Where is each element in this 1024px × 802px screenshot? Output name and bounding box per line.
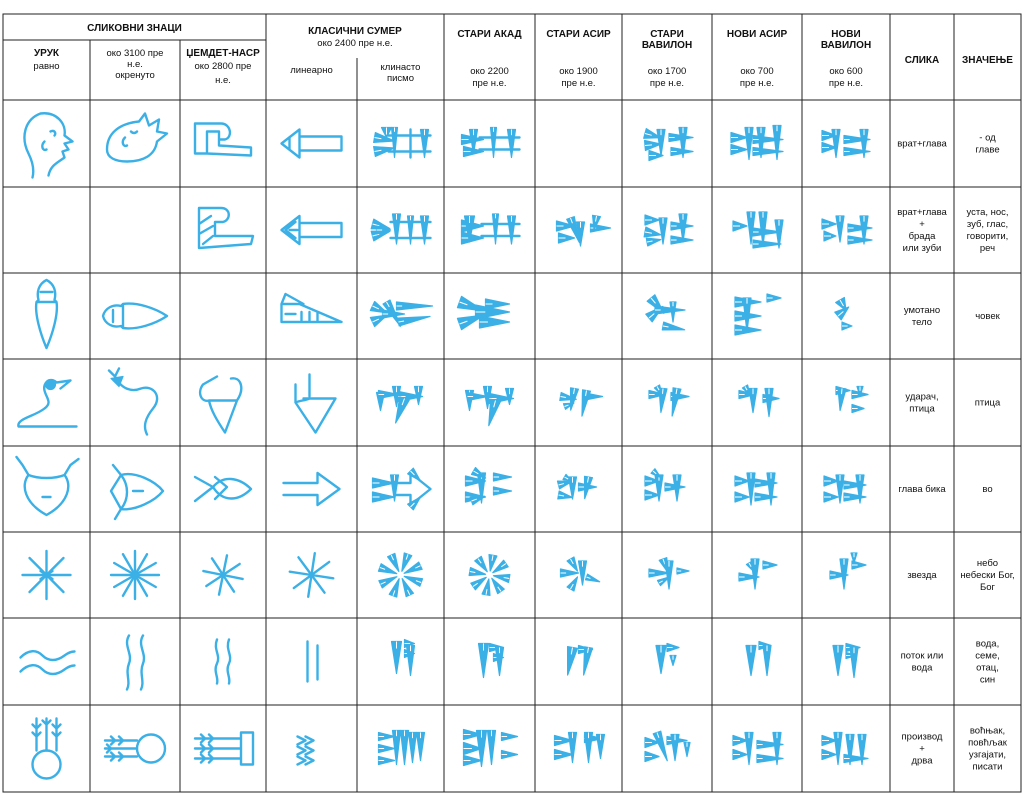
image-caption: врат+глава <box>897 138 947 150</box>
orchard-uruk-icon <box>33 719 61 779</box>
header-cuneiform: клинасто писмо <box>380 62 421 84</box>
star-rotated-icon <box>111 551 159 599</box>
mouth-linear-icon <box>282 216 342 244</box>
image-caption: глава бика <box>898 484 946 495</box>
star-akkad-icon <box>469 555 510 596</box>
header-new-assyria-sub: око 700 пре н.е. <box>739 66 775 89</box>
bird-akkad-icon <box>466 387 514 426</box>
ox-jemdet-icon <box>195 477 251 501</box>
man-uruk-icon <box>36 280 57 348</box>
man-neobab-icon <box>835 298 852 331</box>
man-neoassyr-icon <box>735 294 781 335</box>
header-old-assyria: СТАРИ АСИР <box>546 29 611 40</box>
water-neoassyr-icon <box>746 642 771 676</box>
header-jemdet-sub: око 2800 пре н.е. <box>194 61 252 86</box>
mouth-akkad-icon <box>462 214 520 244</box>
orchard-neoassyr-icon <box>733 733 783 765</box>
star-jemdet-icon <box>203 555 242 594</box>
head-akkad-icon <box>462 128 520 158</box>
man-linear-icon <box>282 294 342 322</box>
ox-rotated-icon <box>111 465 163 519</box>
meaning-caption: - од главе <box>975 132 1000 156</box>
head-neoassyr-icon <box>731 126 783 160</box>
head-neobab-icon <box>822 130 870 158</box>
bird-uruk-icon <box>18 380 76 427</box>
head-wedge-icon <box>374 128 431 158</box>
water-wedge-icon <box>392 640 415 676</box>
water-rotated-icon <box>127 636 144 690</box>
bird-rotated-icon <box>109 369 157 435</box>
mouth-neobab-icon <box>822 216 872 244</box>
bird-jemdet-icon <box>200 377 241 433</box>
header-3100: око 3100 пре н.е. окренуто <box>106 48 164 81</box>
header-uruk: УРУК <box>33 48 60 59</box>
header-classical-sumer: КЛАСИЧНИ СУМЕР <box>308 26 402 37</box>
water-jemdet-icon <box>216 640 231 684</box>
header-image: СЛИКА <box>904 55 940 66</box>
ox-neobab-icon <box>824 475 866 503</box>
table-rows <box>897 133 1014 773</box>
orchard-jemdet-icon <box>195 733 253 765</box>
meaning-caption: воћњак, повћљак узгајати, писати <box>968 725 1007 773</box>
mouth-neoassyr-icon <box>733 212 783 248</box>
star-neoassyr-icon <box>739 559 777 589</box>
water-oldassyr-icon <box>568 646 593 676</box>
image-caption: врат+глава + брада или зуби <box>897 207 947 254</box>
header-new-assyria: НОВИ АСИР <box>726 29 788 40</box>
ox-uruk-icon <box>17 457 79 515</box>
mouth-wedge-icon <box>371 214 430 244</box>
head-rotated-icon <box>107 114 167 162</box>
ox-neoassyr-icon <box>735 473 777 505</box>
bird-neobab-icon <box>836 387 868 413</box>
star-neobab-icon <box>830 553 866 589</box>
water-akkad-icon <box>479 644 504 678</box>
bird-oldassyr-icon <box>560 388 603 416</box>
star-oldbab-icon <box>649 558 689 589</box>
mouth-jemdet-icon <box>199 208 253 248</box>
head-profile-icon <box>25 113 73 177</box>
meaning-caption: птица <box>974 397 1001 409</box>
orchard-rotated-icon <box>105 735 165 763</box>
orchard-oldbab-icon <box>645 731 690 761</box>
header-jemdet: ЏЕМДЕТ-НАСР <box>186 48 260 59</box>
star-wedge-icon <box>378 553 422 597</box>
header-old-babylon-sub: око 1700 пре н.е. <box>647 66 687 89</box>
star-uruk-icon <box>23 551 71 599</box>
image-caption: ударач, птица <box>905 391 939 415</box>
bird-wedge-icon <box>377 387 423 423</box>
image-caption: поток или вода <box>900 650 944 674</box>
header-new-babylon: НОВИ ВАВИЛОН <box>820 29 872 51</box>
ox-wedge-icon <box>373 468 431 510</box>
orchard-akkad-icon <box>464 730 518 767</box>
man-wedge-icon <box>370 300 432 327</box>
orchard-linear-icon <box>298 737 314 765</box>
star-linear-icon <box>290 553 334 597</box>
bird-oldbab-icon <box>649 385 689 416</box>
ox-oldbab-icon <box>645 469 685 501</box>
orchard-wedge-icon <box>379 731 425 765</box>
water-linear-icon <box>308 642 318 682</box>
star-oldassyr-icon <box>561 557 600 591</box>
head-jemdet-icon <box>195 124 251 156</box>
water-uruk-icon <box>21 651 75 674</box>
water-neobab-icon <box>833 644 860 678</box>
orchard-neobab-icon <box>822 733 868 765</box>
mouth-oldbab-icon <box>644 214 693 246</box>
meaning-caption: вода, семе, отац, син <box>975 638 1000 686</box>
image-caption: звезда <box>907 570 937 581</box>
header-uruk-sub: равно <box>33 61 60 72</box>
ox-linear-icon <box>284 473 340 505</box>
header-old-akkad-sub: око 2200 пре н.е. <box>470 66 509 89</box>
man-oldbab-icon <box>646 295 685 330</box>
water-oldbab-icon <box>656 644 679 674</box>
bird-linear-icon <box>296 375 336 433</box>
header-old-assyria-sub: око 1900 пре н.е. <box>559 66 598 89</box>
header-old-akkad: СТАРИ АКАД <box>457 29 522 40</box>
ox-oldassyr-icon <box>557 474 596 499</box>
man-rotated-icon <box>103 304 167 329</box>
header-linear: линеарно <box>290 65 333 76</box>
mouth-oldassyr-icon <box>557 215 611 246</box>
header-pictographs: СЛИКОВНИ ЗНАЦИ <box>87 23 182 34</box>
meaning-caption: небо небески Бог, Бог <box>960 558 1015 593</box>
image-caption: производ + дрва <box>901 731 943 767</box>
man-akkad-icon <box>457 296 509 329</box>
meaning-caption: уста, нос, зуб, глас, говорити, реч <box>966 207 1009 254</box>
header-classical-sumer-sub: око 2400 пре н.е. <box>317 38 393 49</box>
head-linear-icon <box>282 130 342 158</box>
bird-neoassyr-icon <box>739 385 779 417</box>
header-old-babylon: СТАРИ ВАВИЛОН <box>641 29 693 51</box>
meaning-caption: човек <box>975 311 1000 322</box>
meaning-caption: во <box>982 484 993 495</box>
header-meaning: ЗНАЧЕЊЕ <box>962 55 1013 66</box>
ox-akkad-icon <box>466 468 512 505</box>
header-new-babylon-sub: око 600 пре н.е. <box>828 66 864 89</box>
orchard-oldassyr-icon <box>555 733 605 763</box>
image-caption: умотано тело <box>903 305 941 328</box>
head-oldbab-icon <box>644 128 693 161</box>
